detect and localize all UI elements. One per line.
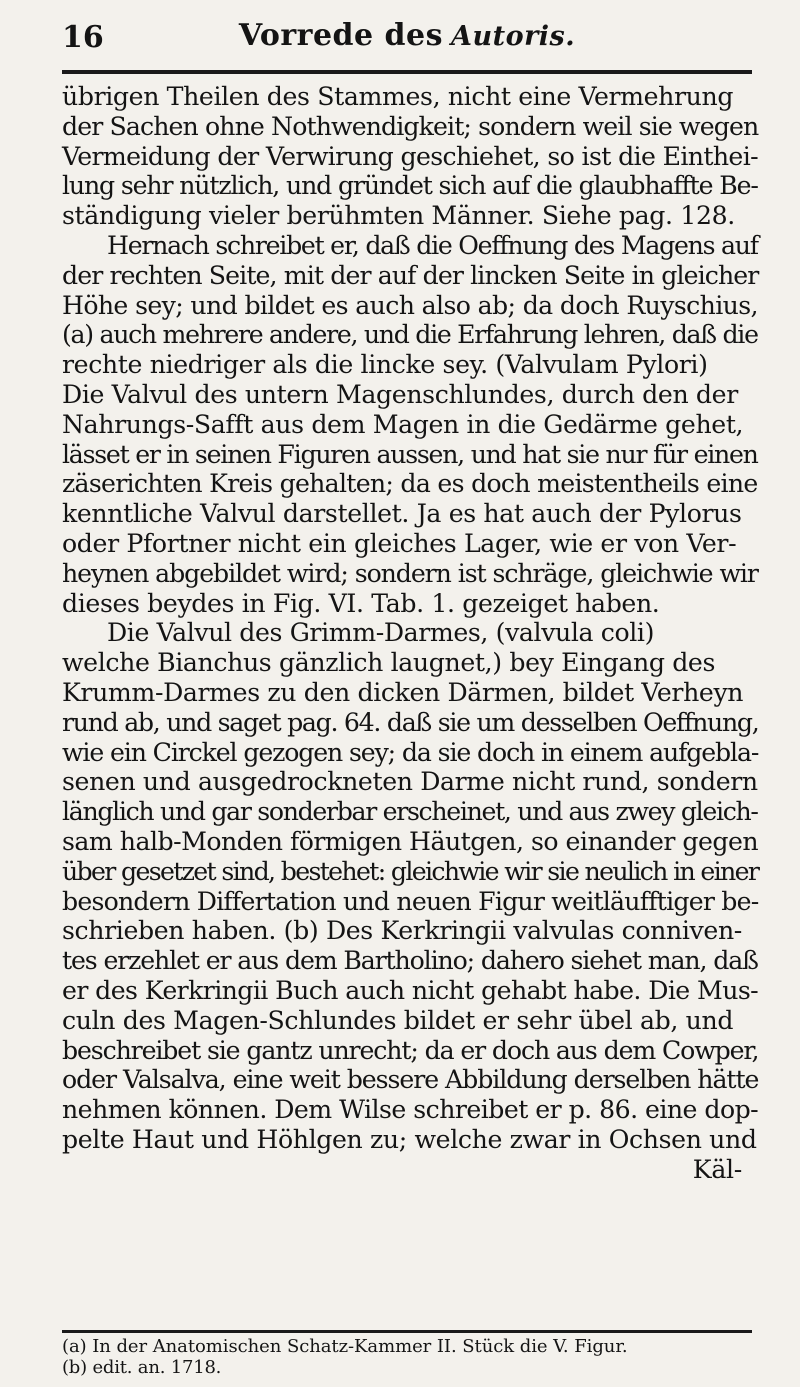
footnote-a: (a) In der Anatomischen Schatz-Kammer II. Stück die V. Figur. xyxy=(62,1336,628,1357)
text-line: rund ab, und saget pag. 64. daß sie um desselben Oeffnung, xyxy=(62,707,759,737)
footnote-b: (b) edit. an. 1718. xyxy=(62,1357,222,1378)
text-line: nehmen können. Dem Wilse schreibet er p. 86. eine dop- xyxy=(62,1095,759,1125)
footnotes xyxy=(62,1336,752,1378)
text-line: beschreibet sie gantz unrecht; da er doch aus dem Cowper, xyxy=(62,1035,759,1065)
body-text xyxy=(62,82,762,1184)
running-title xyxy=(62,18,752,53)
text-line: Die Valvul des Grimm-Darmes, (valvula coli) xyxy=(107,618,655,648)
text-line: zäserichten Kreis gehalten; da es doch meistentheils eine xyxy=(62,469,758,499)
text-line: rechte niedriger als die lincke sey. (Valvulam Pylori) xyxy=(62,350,708,380)
text-line: senen und ausgedrockneten Darme nicht rund, sondern xyxy=(62,767,758,797)
text-line: lung sehr nützlich, und gründet sich auf die glaubhaffte Be- xyxy=(62,171,758,201)
text-line: oder Valsalva, eine weit bessere Abbildung derselben hätte xyxy=(62,1065,759,1095)
page-number: 16 xyxy=(62,20,104,55)
text-line: pelte Haut und Höhlgen zu; welche zwar in Ochsen und xyxy=(62,1124,757,1154)
text-line: Nahrungs-Safft aus dem Magen in die Gedärme gehet, xyxy=(62,409,744,439)
text-line: lässet er in seinen Figuren aussen, und hat sie nur für einen xyxy=(62,439,758,469)
text-line: kenntliche Valvul darstellet. Ja es hat auch der Pylorus xyxy=(62,499,742,529)
text-line: wie ein Circkel gezogen sey; da sie doch in einem aufgebla- xyxy=(62,737,759,767)
text-line: Die Valvul des untern Magenschlundes, durch den der xyxy=(62,379,738,409)
text-line: besondern Differtation und neuen Figur weitläufftiger be- xyxy=(62,886,759,916)
text-line: Höhe sey; und bildet es auch also ab; da doch Ruyschius, xyxy=(62,290,758,320)
running-title-text: Vorrede des xyxy=(238,18,444,53)
text-line: heynen abgebildet wird; sondern ist schräge, gleichwie wir xyxy=(62,558,758,588)
page-header xyxy=(62,10,752,68)
footnote-rule xyxy=(62,1330,752,1333)
text-line: culn des Magen-Schlundes bildet er sehr übel ab, und xyxy=(62,1005,734,1035)
text-line: Krumm-Darmes zu den dicken Därmen, bildet Verheyn xyxy=(62,677,744,707)
text-line: Hernach schreibet er, daß die Oeffnung des Magens auf xyxy=(107,230,758,260)
header-rule xyxy=(62,70,752,74)
text-line: dieses beydes in Fig. VI. Tab. 1. gezeiget haben. xyxy=(62,588,660,618)
text-line: der rechten Seite, mit der auf der lincken Seite in gleicher xyxy=(62,260,759,290)
text-line: über gesetzet sind, bestehet: gleichwie wir sie neulich in einer xyxy=(62,856,759,886)
text-line: oder Pfortner nicht ein gleiches Lager, wie er von Ver- xyxy=(62,528,737,558)
text-line: tes erzehlet er aus dem Bartholino; dahero siehet man, daß xyxy=(62,946,758,976)
text-line: ständigung vieler berühmten Männer. Siehe pag. 128. xyxy=(62,201,735,231)
text-line: (a) auch mehrere andere, und die Erfahrung lehren, daß die xyxy=(62,320,758,350)
text-line: schrieben haben. (b) Des Kerkringii valvulas conniven- xyxy=(62,916,742,946)
text-line: Vermeidung der Verwirung geschiehet, so ist die Einthei- xyxy=(62,141,758,171)
catchword: Käl- xyxy=(692,1154,742,1184)
text-line: sam halb-Monden förmigen Häutgen, so einander gegen xyxy=(62,826,759,856)
text-line: der Sachen ohne Nothwendigkeit; sondern weil sie wegen xyxy=(62,111,759,141)
text-line: welche Bianchus gänzlich laugnet,) bey Eingang des xyxy=(62,648,716,678)
text-line: übrigen Theilen des Stammes, nicht eine Vermehrung xyxy=(62,82,734,111)
text-line: er des Kerkringii Buch auch nicht gehabt habe. Die Mus- xyxy=(62,975,759,1005)
text-line: länglich und gar sonderbar erscheinet, und aus zwey gleich- xyxy=(62,797,758,827)
running-title-latin: Autoris. xyxy=(451,21,576,52)
